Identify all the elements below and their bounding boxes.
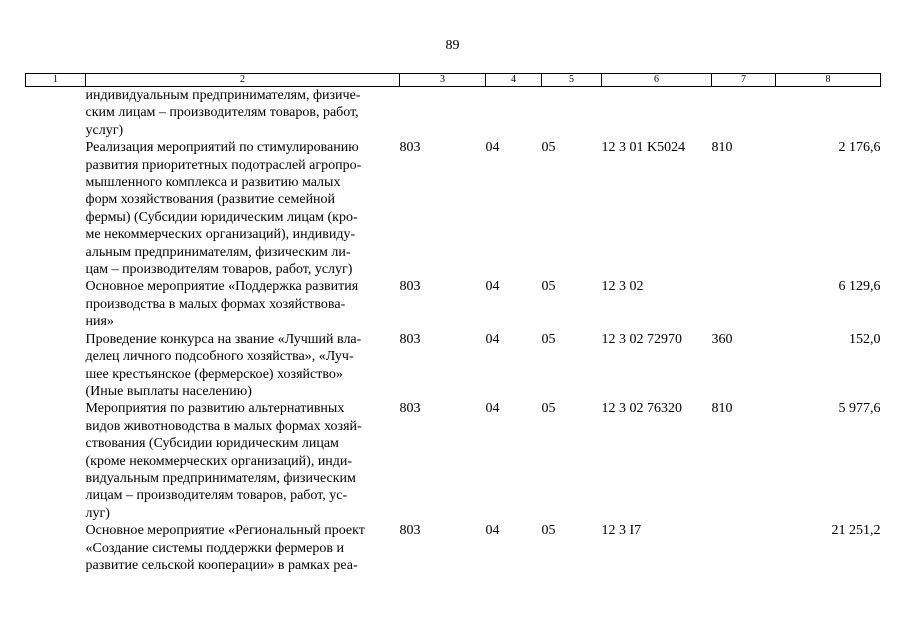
description-cell (86, 87, 400, 140)
target-article-cell: 12 3 02 (601, 279, 644, 295)
table-body (26, 87, 881, 575)
row-number-cell (26, 87, 86, 140)
description-cell (86, 331, 400, 401)
column-header-4: 4 (486, 74, 542, 87)
subsection-code-cell: 05 (541, 331, 556, 347)
table-row (26, 331, 881, 401)
description-line: Основное мероприятие «Поддержка развития (85, 279, 359, 295)
table-row (26, 522, 881, 574)
ministry-code-cell: 803 (399, 140, 421, 156)
row-number-cell (26, 400, 86, 522)
expense-type-cell: 360 (711, 331, 733, 347)
description-line: развития приоритетных подотраслей агропро- (85, 157, 362, 173)
amount-cell: 2 176,6 (838, 140, 881, 156)
row-number-cell (26, 522, 86, 574)
description-line: Основное мероприятие «Региональный проект (85, 523, 365, 539)
subsection-code-cell: 05 (541, 401, 556, 417)
expense-type-cell (712, 87, 776, 140)
column-header-1: 1 (26, 74, 86, 87)
description-line: Мероприятия по развитию альтернативных (85, 401, 345, 417)
amount-cell (776, 87, 881, 140)
subsection-code-cell (542, 87, 602, 140)
description-line: фермы) (Субсидии юридическим лицам (кро- (85, 209, 358, 225)
amount-cell: 5 977,6 (838, 401, 881, 417)
column-header-8: 8 (776, 74, 881, 87)
amount-cell: 6 129,6 (838, 279, 881, 295)
expense-type-cell (712, 278, 776, 330)
ministry-code-cell: 803 (399, 401, 421, 417)
subsection-code-cell: 05 (541, 523, 556, 539)
column-header-2: 2 (86, 74, 400, 87)
target-article-cell: 12 3 I7 (601, 523, 642, 539)
description-line: Проведение конкурса на звание «Лучший вла- (85, 331, 362, 347)
target-article-cell (602, 87, 712, 140)
description-line: (кроме некоммерческих организаций), инди- (85, 453, 353, 469)
table-row (26, 139, 881, 278)
expense-type-cell (712, 522, 776, 574)
column-number-header (26, 74, 881, 87)
section-code-cell: 04 (485, 523, 500, 539)
amount-cell: 21 251,2 (831, 523, 881, 539)
page-number: 89 (445, 38, 460, 53)
description-line: ния» (85, 314, 114, 330)
table-row (26, 400, 881, 522)
description-line: индивидуальным предпринимателям, физиче- (85, 88, 361, 103)
column-header-6: 6 (602, 74, 712, 87)
target-article-cell: 12 3 01 K5024 (601, 140, 686, 156)
description-line: ским лицам – производителям товаров, работ, (85, 105, 359, 121)
column-header-7: 7 (712, 74, 776, 87)
subsection-code-cell: 05 (541, 279, 556, 295)
section-code-cell: 04 (485, 140, 500, 156)
target-article-cell: 12 3 02 72970 (601, 331, 682, 347)
description-line: услуг) (85, 122, 124, 138)
subsection-code-cell: 05 (541, 140, 556, 156)
description-cell (86, 139, 400, 278)
description-cell (86, 278, 400, 330)
description-line: альным предпринимателям, физическим ли- (85, 244, 351, 260)
expense-type-cell: 810 (711, 401, 733, 417)
column-header-5: 5 (542, 74, 602, 87)
description-line: мышленного комплекса и развитию малых (85, 175, 341, 191)
table-row (26, 278, 881, 330)
description-line: «Создание системы поддержки фермеров и (85, 540, 344, 556)
description-cell (86, 400, 400, 522)
row-number-cell (26, 139, 86, 278)
description-line: производства в малых формах хозяйствова- (85, 296, 346, 312)
description-line: ствования (Субсидии юридическим лицам (85, 436, 339, 452)
row-number-cell (26, 278, 86, 330)
description-line: лицам – производителям товаров, работ, ус- (85, 488, 348, 504)
target-article-cell: 12 3 02 76320 (601, 401, 682, 417)
description-line: форм хозяйствования (развитие семейной (85, 192, 336, 208)
description-line: цам – производителям товаров, работ, услуг) (85, 262, 353, 278)
budget-table (25, 73, 881, 574)
amount-cell: 152,0 (849, 331, 881, 347)
description-line: луг) (85, 505, 110, 521)
section-code-cell: 04 (485, 331, 500, 347)
ministry-code-cell: 803 (399, 331, 421, 347)
description-line: видов животноводства в малых формах хозяй- (85, 418, 362, 434)
description-line: (Иные выплаты населению) (85, 383, 252, 399)
description-cell (86, 522, 400, 574)
description-line: видуальным предпринимателям, физическим (85, 470, 356, 486)
description-line: Реализация мероприятий по стимулированию (85, 140, 359, 156)
description-line: ме некоммерческих организаций), индивиду- (85, 227, 356, 243)
description-line: развитие сельской кооперации» в рамках реа- (85, 557, 358, 573)
row-number-cell (26, 331, 86, 401)
ministry-code-cell (400, 87, 486, 140)
table-row (26, 87, 881, 140)
expense-type-cell: 810 (711, 140, 733, 156)
description-line: делец личного подсобного хозяйства», «Луч- (85, 349, 354, 365)
ministry-code-cell: 803 (399, 523, 421, 539)
section-code-cell: 04 (485, 401, 500, 417)
section-code-cell: 04 (485, 279, 500, 295)
description-line: шее крестьянское (фермерское) хозяйство» (85, 366, 343, 382)
column-header-3: 3 (400, 74, 486, 87)
section-code-cell (486, 87, 542, 140)
ministry-code-cell: 803 (399, 279, 421, 295)
